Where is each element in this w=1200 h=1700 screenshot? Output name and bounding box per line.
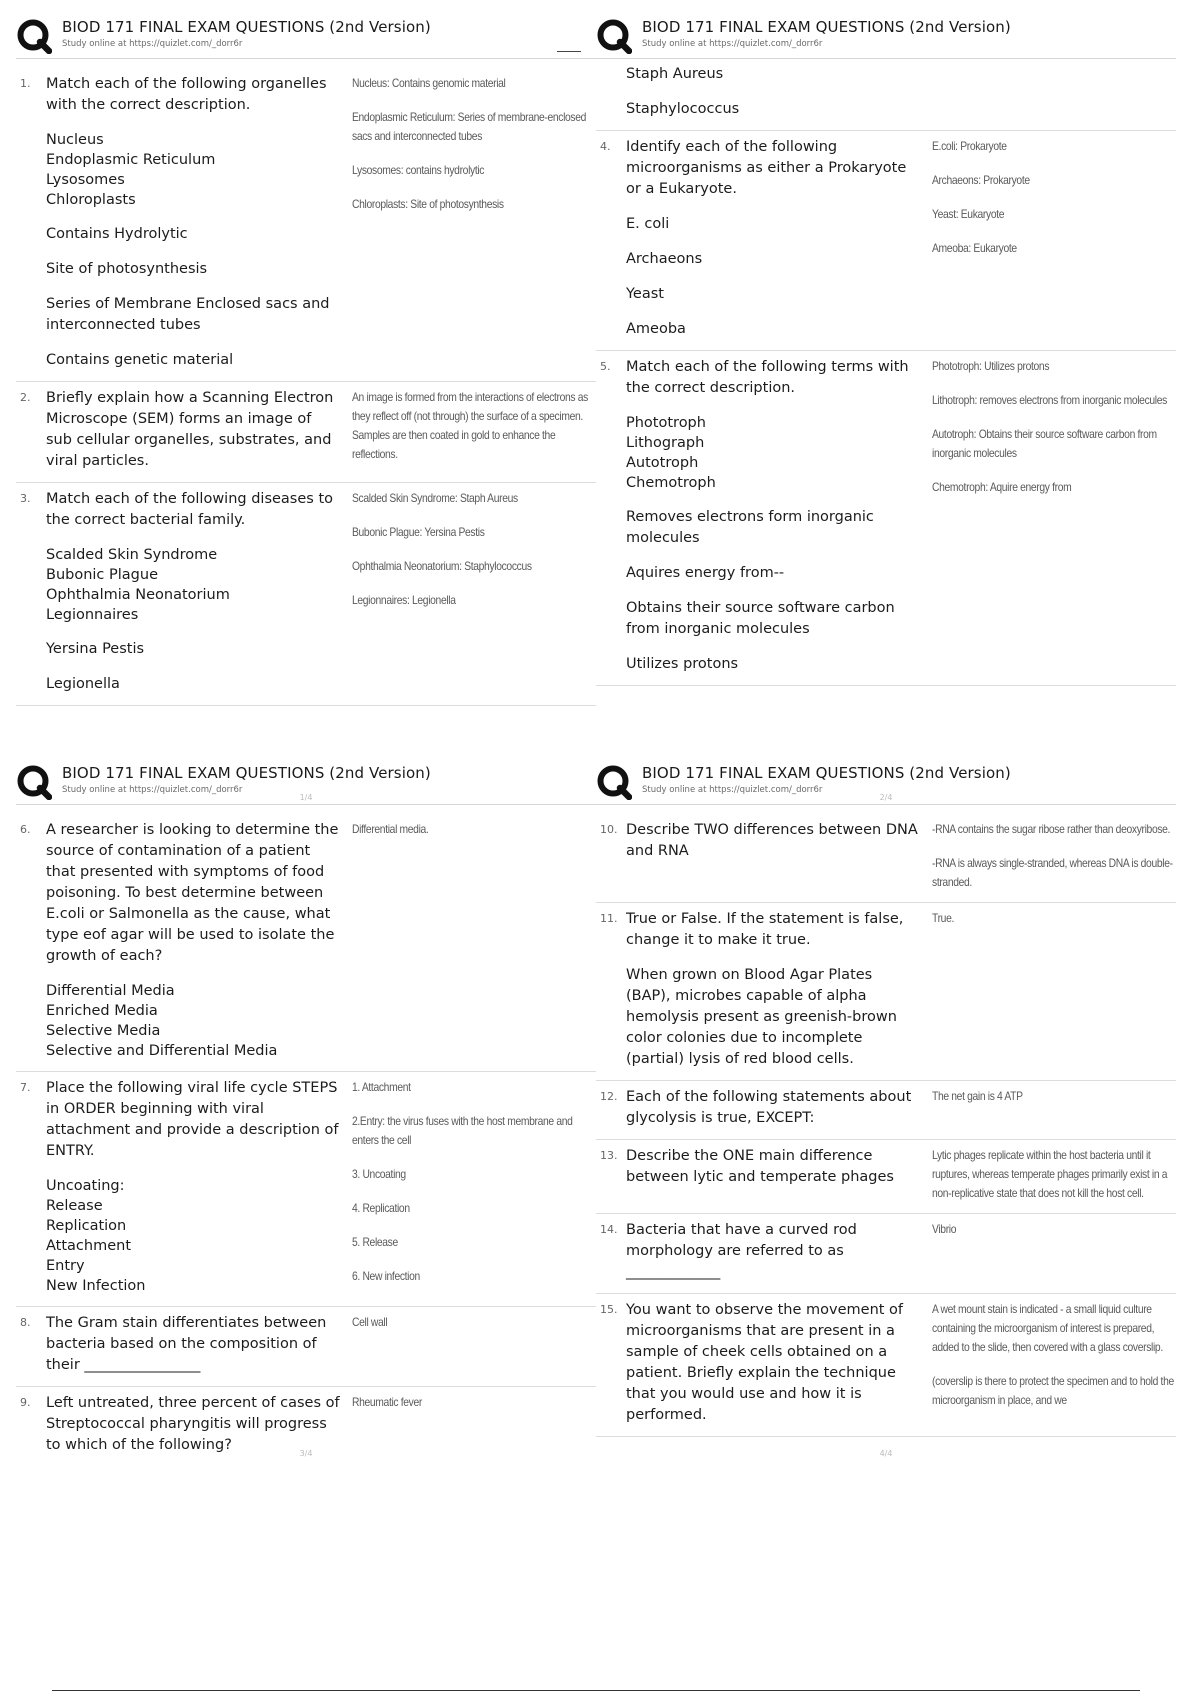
- header-divider: [16, 58, 596, 59]
- question-number: 10.: [600, 823, 618, 836]
- answer-text: 5. Release: [352, 1235, 398, 1249]
- option-item: Lithograph: [626, 435, 705, 451]
- option-item: Lysosomes: [46, 172, 125, 188]
- study-link[interactable]: Study online at https://quizlet.com/_dorr6r: [642, 39, 823, 49]
- header-divider: [596, 58, 1176, 59]
- answer-text: Lytic phages replicate within the host bacteria until it ruptures, whereas temperate phages primarily exist in a non-replicative state that does not kill the host cell.: [932, 1148, 1168, 1200]
- answer-text: An image is formed from the interactions of electrons as they reflect off (not through) the surface of a specimen. Samples are then coated in gold to enhance the reflections.: [352, 390, 588, 461]
- question-text: When grown on Blood Agar Plates (BAP), microbes capable of alpha hemolysis present as greenish-brown color colonies due to incomplete (partial) lysis of red blood cells.: [626, 967, 897, 1067]
- question-text: Match each of the following diseases to the correct bacterial family.: [46, 491, 334, 528]
- question-number: 2.: [20, 391, 31, 404]
- study-link[interactable]: Study online at https://quizlet.com/_dorr6r: [62, 39, 243, 49]
- answer-column: [926, 1220, 1176, 1283]
- page-title: BIOD 171 FINAL EXAM QUESTIONS (2nd Version): [62, 764, 431, 782]
- answer-text: 2.Entry: the virus fuses with the host membrane and enters the cell: [352, 1114, 573, 1147]
- quizlet-logo-icon: [596, 18, 632, 54]
- page-number: 1/4: [299, 793, 313, 802]
- answer-column: [926, 1087, 1176, 1129]
- question-text: Legionella: [46, 676, 120, 692]
- question-body: [626, 1146, 926, 1203]
- option-item: Scalded Skin Syndrome: [46, 547, 218, 563]
- question-number: 11.: [600, 912, 618, 925]
- question-row: [596, 1140, 1176, 1214]
- option-item: Ophthalmia Neonatorium: [46, 587, 230, 603]
- question-row: [16, 483, 596, 706]
- page-title: BIOD 171 FINAL EXAM QUESTIONS (2nd Version): [642, 18, 1011, 36]
- question-text: The Gram stain differentiates between bacteria based on the composition of their ________________: [46, 1315, 327, 1373]
- question-body: [626, 1087, 926, 1129]
- option-item: Bubonic Plague: [46, 567, 158, 583]
- question-row: [596, 903, 1176, 1081]
- question-text: Obtains their source software carbon from inorganic molecules: [626, 600, 895, 637]
- option-item: Release: [46, 1198, 103, 1214]
- question-number: 6.: [20, 823, 31, 836]
- option-item: Selective and Differential Media: [46, 1043, 278, 1059]
- answer-text: Chemotroph: Aquire energy from: [932, 480, 1072, 494]
- answer-column: [346, 388, 596, 472]
- page-2: [596, 14, 1176, 804]
- answer-text: Lysosomes: contains hydrolytic: [352, 163, 485, 177]
- question-number: 4.: [600, 140, 611, 153]
- option-item: Enriched Media: [46, 1003, 158, 1019]
- question-row: [596, 351, 1176, 686]
- answer-text: 6. New infection: [352, 1269, 420, 1283]
- answer-text: Phototroph: Utilizes protons: [932, 359, 1050, 373]
- option-list: [46, 1176, 340, 1296]
- question-text: Staphylococcus: [626, 101, 740, 117]
- question-text: Briefly explain how a Scanning Electron Microscope (SEM) forms an image of sub cellular organelles, substrates, and viral particles.: [46, 390, 334, 469]
- page-title: BIOD 171 FINAL EXAM QUESTIONS (2nd Version): [642, 764, 1011, 782]
- option-item: Replication: [46, 1218, 127, 1234]
- answer-column: [346, 820, 596, 1061]
- question-body: [626, 357, 926, 675]
- answer-column: [926, 64, 1176, 120]
- option-item: Chloroplasts: [46, 192, 136, 208]
- question-text: Each of the following statements about glycolysis is true, EXCEPT:: [626, 1089, 912, 1126]
- question-text: Utilizes protons: [626, 656, 739, 672]
- question-number: 15.: [600, 1303, 618, 1316]
- question-number: 1.: [20, 77, 31, 90]
- answer-text: Legionnaires: Legionella: [352, 593, 456, 607]
- question-row: [596, 1214, 1176, 1294]
- question-text: Staph Aureus: [626, 66, 724, 82]
- question-list: [16, 68, 596, 706]
- option-item: Attachment: [46, 1238, 132, 1254]
- answer-column: [926, 357, 1176, 675]
- answer-column: [346, 1393, 596, 1456]
- question-list: [596, 814, 1176, 1437]
- page-number: 2/4: [879, 793, 893, 802]
- option-item: Chemotroph: [626, 475, 716, 491]
- answer-column: [346, 74, 596, 371]
- question-number: 13.: [600, 1149, 618, 1162]
- question-row: [596, 814, 1176, 903]
- quizlet-logo-icon: [596, 764, 632, 800]
- question-text: Ameoba: [626, 321, 686, 337]
- question-row: [16, 1072, 596, 1307]
- question-row: [16, 1307, 596, 1387]
- answer-text: Lithotroph: removes electrons from inorganic molecules: [932, 393, 1167, 407]
- answer-text: Chloroplasts: Site of photosynthesis: [352, 197, 504, 211]
- header-divider: [16, 804, 596, 805]
- question-body: [46, 1313, 346, 1376]
- answer-text: Endoplasmic Reticulum: Series of membrane-enclosed sacs and interconnected tubes: [352, 110, 587, 143]
- answer-text: Archaeons: Prokaryote: [932, 173, 1030, 187]
- answer-column: [926, 1146, 1176, 1203]
- answer-text: A wet mount stain is indicated - a small liquid culture containing the microorganism of interest is prepared, added to the slide, then covered with a glass coverslip.: [932, 1302, 1163, 1354]
- answer-column: [926, 137, 1176, 340]
- bottom-rule: [52, 1690, 1140, 1691]
- option-item: Phototroph: [626, 415, 706, 431]
- question-row: [596, 1081, 1176, 1140]
- question-text: Describe the ONE main difference between lytic and temperate phages: [626, 1148, 894, 1185]
- answer-column: [926, 1300, 1176, 1426]
- question-body: [626, 820, 926, 892]
- page-header: [596, 760, 1176, 806]
- answer-text: Rheumatic fever: [352, 1395, 422, 1409]
- page-header: [16, 760, 596, 806]
- answer-text: 3. Uncoating: [352, 1167, 406, 1181]
- question-text: E. coli: [626, 216, 670, 232]
- question-text: Bacteria that have a curved rod morphology are referred to as _____________: [626, 1222, 857, 1280]
- answer-text: Ophthalmia Neonatorium: Staphylococcus: [352, 559, 532, 573]
- answer-text: -RNA is always single-stranded, whereas DNA is double-stranded.: [932, 856, 1173, 889]
- study-link[interactable]: Study online at https://quizlet.com/_dorr6r: [642, 785, 823, 795]
- answer-text: -RNA contains the sugar ribose rather than deoxyribose.: [932, 822, 1171, 836]
- quizlet-logo-icon: [16, 764, 52, 800]
- answer-text: 4. Replication: [352, 1201, 410, 1215]
- question-row: [596, 58, 1176, 131]
- question-number: 5.: [600, 360, 611, 373]
- question-row: [16, 68, 596, 382]
- question-text: Match each of the following terms with the correct description.: [626, 359, 909, 396]
- question-text: Match each of the following organelles with the correct description.: [46, 76, 327, 113]
- question-list: [16, 814, 596, 1460]
- question-number: 9.: [20, 1396, 31, 1409]
- answer-text: Differential media.: [352, 822, 429, 836]
- page-3: [16, 760, 596, 1460]
- answer-text: Autotroph: Obtains their source software carbon from inorganic molecules: [932, 427, 1157, 460]
- question-text: Site of photosynthesis: [46, 261, 208, 277]
- question-body: [46, 489, 346, 695]
- header-divider: [596, 804, 1176, 805]
- answer-text: E.coli: Prokaryote: [932, 139, 1007, 153]
- question-text: Series of Membrane Enclosed sacs and interconnected tubes: [46, 296, 330, 333]
- question-body: [46, 388, 346, 472]
- question-text: Describe TWO differences between DNA and RNA: [626, 822, 918, 859]
- answer-text: Vibrio: [932, 1222, 957, 1236]
- option-item: Legionnaires: [46, 607, 139, 623]
- question-body: [626, 1300, 926, 1426]
- question-row: [16, 814, 596, 1072]
- answer-text: (coverslip is there to protect the specimen and to hold the microorganism in place, and we: [932, 1374, 1174, 1407]
- option-item: Nucleus: [46, 132, 104, 148]
- option-item: Entry: [46, 1258, 85, 1274]
- question-number: 12.: [600, 1090, 618, 1103]
- option-item: Uncoating:: [46, 1178, 125, 1194]
- page-4: [596, 760, 1176, 1460]
- answer-column: [346, 1078, 596, 1296]
- page-number: 3/4: [299, 1449, 313, 1458]
- question-number: [596, 64, 626, 120]
- answer-text: Ameoba: Eukaryote: [932, 241, 1017, 255]
- question-text: Identify each of the following microorganisms as either a Prokaryote or a Eukaryote.: [626, 139, 907, 197]
- question-list: [596, 58, 1176, 686]
- answer-column: [346, 1313, 596, 1376]
- question-number: 3.: [20, 492, 31, 505]
- question-row: [596, 1294, 1176, 1437]
- answer-text: Nucleus: Contains genomic material: [352, 76, 506, 90]
- question-row: [16, 382, 596, 483]
- question-text: Yersina Pestis: [46, 641, 145, 657]
- answer-text: Bubonic Plague: Yersina Pestis: [352, 525, 485, 539]
- question-text: You want to observe the movement of microorganisms that are present in a sample of cheek cells obtained on a patient. Briefly explain the technique that you would use and how it is performed.: [626, 1302, 904, 1423]
- page-number: 4/4: [879, 1449, 893, 1458]
- page-header: [16, 14, 596, 60]
- answer-text: Yeast: Eukaryote: [932, 207, 1005, 221]
- question-text: Aquires energy from--: [626, 565, 785, 581]
- option-item: Endoplasmic Reticulum: [46, 152, 216, 168]
- page-header: [596, 14, 1176, 60]
- question-body: [46, 820, 346, 1061]
- answer-column: [346, 489, 596, 695]
- question-number: 8.: [20, 1316, 31, 1329]
- question-text: Contains Hydrolytic: [46, 226, 188, 242]
- option-list: [46, 545, 340, 625]
- question-text: Archaeons: [626, 251, 703, 267]
- question-body: [46, 74, 346, 371]
- page-title: BIOD 171 FINAL EXAM QUESTIONS (2nd Version): [62, 18, 431, 36]
- question-body: [626, 909, 926, 1070]
- separator-dash: [557, 51, 581, 52]
- question-text: Contains genetic material: [46, 352, 234, 368]
- answer-text: 1. Attachment: [352, 1080, 411, 1094]
- answer-text: True.: [932, 911, 954, 925]
- option-item: Autotroph: [626, 455, 699, 471]
- question-body: [46, 1078, 346, 1296]
- quizlet-logo-icon: [16, 18, 52, 54]
- question-body: [626, 1220, 926, 1283]
- question-number: 7.: [20, 1081, 31, 1094]
- question-text: True or False. If the statement is false, change it to make it true.: [626, 911, 904, 948]
- answer-column: [926, 820, 1176, 892]
- option-list: [626, 413, 920, 493]
- answer-text: Cell wall: [352, 1315, 388, 1329]
- option-list: [46, 981, 340, 1061]
- answer-text: The net gain is 4 ATP: [932, 1089, 1023, 1103]
- question-text: Yeast: [626, 286, 664, 302]
- question-number: 14.: [600, 1223, 618, 1236]
- question-text: Removes electrons form inorganic molecules: [626, 509, 874, 546]
- page-1: [16, 14, 596, 804]
- study-link[interactable]: Study online at https://quizlet.com/_dorr6r: [62, 785, 243, 795]
- answer-column: [926, 909, 1176, 1070]
- question-text: A researcher is looking to determine the source of contamination of a patient that presented with symptoms of food poisoning. To best determine between E.coli or Salmonella as the cause, what type eof agar will be used to isolate the growth of each?: [46, 822, 339, 964]
- question-body: [46, 1393, 346, 1456]
- question-body: [626, 64, 926, 120]
- question-text: Left untreated, three percent of cases of Streptococcal pharyngitis will progress to which of the following?: [46, 1395, 340, 1453]
- option-item: Differential Media: [46, 983, 175, 999]
- question-row: [596, 131, 1176, 351]
- question-body: [626, 137, 926, 340]
- option-item: New Infection: [46, 1278, 146, 1294]
- option-item: Selective Media: [46, 1023, 161, 1039]
- answer-text: Scalded Skin Syndrome: Staph Aureus: [352, 491, 518, 505]
- question-text: Place the following viral life cycle STEPS in ORDER beginning with viral attachment and provide a description of ENTRY.: [46, 1080, 339, 1159]
- option-list: [46, 130, 340, 210]
